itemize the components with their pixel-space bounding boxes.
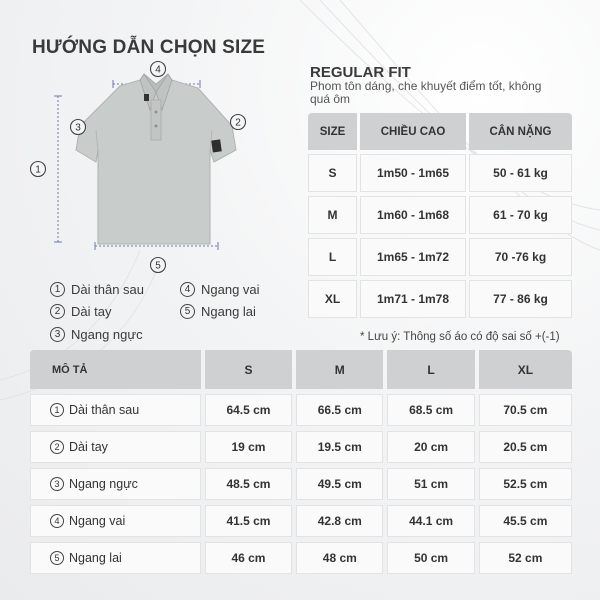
legend-item [50,304,111,319]
measurement-table-header [30,350,572,389]
row-label: Dài thân sau [69,403,140,417]
legend-number: 1 [50,282,65,297]
diagram-mark-2: 2 [235,117,241,129]
value-cell: 49.5 cm [296,468,383,500]
value-cell: 19.5 cm [296,431,383,463]
measurement-table [30,350,572,579]
value-cell: 52 cm [479,542,572,574]
description-cell [30,468,201,500]
weight-cell: 61 - 70 kg [469,196,572,234]
legend-label: Ngang ngực [71,327,143,342]
page-title: HƯỚNG DẪN CHỌN SIZE [32,37,266,58]
description-cell [30,431,201,463]
fit-title: REGULAR FIT [310,64,411,81]
header-cell: M [296,350,383,389]
row-number: 3 [50,477,64,491]
legend-number: 5 [180,304,195,319]
value-cell: 42.8 cm [296,505,383,537]
tolerance-note: * Lưu ý: Thông số áo có độ sai số +(-1) [360,331,560,343]
value-cell: 66.5 cm [296,394,383,426]
table-row [30,394,572,426]
table-row [30,431,572,463]
row-number: 2 [50,440,64,454]
row-label: Dài tay [69,440,108,454]
table-row [308,234,572,276]
header-cell: CÂN NẶNG [469,113,572,150]
legend-label: Ngang vai [201,282,260,297]
legend-item [180,282,260,297]
description-cell [30,542,201,574]
row-label: Ngang ngực [69,477,138,491]
table-row [308,276,572,318]
legend-label: Ngang lai [201,304,256,319]
size-cell: S [308,154,357,192]
value-cell: 46 cm [205,542,292,574]
header-cell: CHIỀU CAO [360,113,466,150]
height-cell: 1m71 - 1m78 [360,280,466,318]
row-label: Ngang vai [69,514,126,528]
height-cell: 1m65 - 1m72 [360,238,466,276]
value-cell: 51 cm [387,468,474,500]
legend-item [50,327,143,342]
table-row [30,468,572,500]
polo-shirt-icon [76,74,236,244]
description-cell [30,505,201,537]
diagram-mark-3: 3 [75,122,81,134]
shirt-diagram [0,0,300,280]
value-cell: 20 cm [387,431,474,463]
row-number: 4 [50,514,64,528]
height-cell: 1m50 - 1m65 [360,154,466,192]
size-cell: M [308,196,357,234]
value-cell: 41.5 cm [205,505,292,537]
weight-cell: 50 - 61 kg [469,154,572,192]
legend-label: Dài thân sau [71,282,144,297]
legend-item [180,304,256,319]
header-cell: XL [479,350,572,389]
diagram-mark-4: 4 [155,64,161,76]
row-label: Ngang lai [69,551,122,565]
header-cell: SIZE [308,113,357,150]
value-cell: 68.5 cm [387,394,474,426]
legend-number: 3 [50,327,65,342]
table-row [30,542,572,574]
header-cell: L [387,350,474,389]
legend-item [50,282,144,297]
value-cell: 64.5 cm [205,394,292,426]
value-cell: 48 cm [296,542,383,574]
table-row [308,192,572,234]
size-table [308,113,572,318]
header-cell: S [205,350,292,389]
value-cell: 50 cm [387,542,474,574]
value-cell: 19 cm [205,431,292,463]
table-row [308,150,572,192]
description-cell [30,394,201,426]
size-cell: XL [308,280,357,318]
legend-number: 4 [180,282,195,297]
value-cell: 44.1 cm [387,505,474,537]
size-cell: L [308,238,357,276]
header-cell: MÔ TẢ [30,350,201,389]
value-cell: 52.5 cm [479,468,572,500]
size-table-header [308,113,572,150]
value-cell: 20.5 cm [479,431,572,463]
value-cell: 70.5 cm [479,394,572,426]
row-number: 1 [50,403,64,417]
table-row [30,505,572,537]
weight-cell: 77 - 86 kg [469,280,572,318]
legend-label: Dài tay [71,304,112,319]
height-cell: 1m60 - 1m68 [360,196,466,234]
diagram-mark-5: 5 [155,260,161,272]
value-cell: 48.5 cm [205,468,292,500]
fit-description: Phom tôn dáng, che khuyết điểm tốt, không quá ôm [310,79,542,106]
measurement-legend [50,282,290,344]
diagram-mark-1: 1 [35,164,41,176]
value-cell: 45.5 cm [479,505,572,537]
legend-number: 2 [50,304,65,319]
weight-cell: 70 -76 kg [469,238,572,276]
row-number: 5 [50,551,64,565]
